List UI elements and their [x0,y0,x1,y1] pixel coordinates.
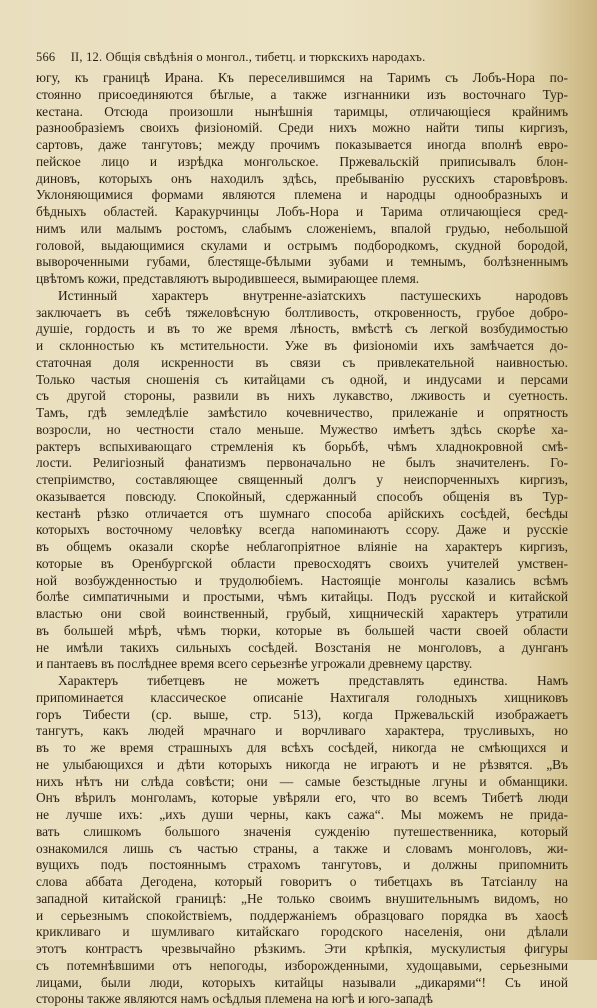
text-line: не имѣли такихъ сильныхъ сосѣдей. Возстанія не монголовъ, а дунганъ [36,639,568,655]
page-number: 566 [36,50,56,64]
text-line: вывороченными губами, блестяще-бѣлыми зубами и темнымъ, болѣзненнымъ [36,254,568,270]
text-line: Истинный характеръ внутренне-азіатскихъ пастушескихъ народовъ [58,287,568,303]
text-line: бѣдныхъ областей. Каракурчинцы Лобъ-Нора и Тарима отличающіеся сред- [36,204,568,219]
running-title: Общія свѣдѣнія о монгол., тибетц. и тюркскихъ народахъ. [105,50,426,64]
paragraph [36,70,568,288]
text-line: пейское лицо и изрѣдка монгольское. Пржевальскій приписывалъ блон- [36,153,568,169]
body-text [36,70,568,1008]
text-line: въ общемъ оказали скорѣе неблагопріятное вліяніе на характеръ киргизъ, [36,539,568,554]
text-line: вущихъ подъ постояннымъ страхомъ тангутовъ, и должны припомнить [36,857,568,873]
text-line: горъ Тибести (ср. выше, стр. 513), когда Пржевальскій изображаетъ [36,706,568,722]
text-line: слова аббата Дегодена, который говоритъ о тибетцахъ въ Татсіанлу на [36,874,568,889]
text-line: рактеръ вспыхивающаго стремленія къ борьбѣ, чѣмъ хладнокровной смѣ- [36,438,568,454]
text-line: Уклоняющимися формами являются племена и народцы однообразныхъ и [36,187,568,203]
text-line: не лучше ихъ: „ихъ души черны, какъ сажа“. Мы можемъ не прида- [36,807,568,822]
text-line: съ другой стороны, развили въ нихъ лукавство, лживость и суетность. [36,388,568,404]
text-line: крикливаго и шумливаго китайскаго городского населенія, они дѣлали [36,924,568,940]
text-line: властью они свой воинственный, грубый, хищническій характеръ утратили [36,606,568,621]
text-line: заключаетъ въ себѣ тяжеловѣсную болтливость, откровенность, грубое добро- [36,304,568,320]
paragraph [36,673,568,1008]
text-line: которыхъ восточному человѣку всегда напоминаютъ ссору. Даже и русскіе [36,522,568,538]
text-line: и пантаевъ въ послѣднее время всего серьезнѣе угрожали древнему царству. [36,656,473,672]
text-line: оказывается повсюду. Спокойный, сдержанный способъ общенія въ Тур- [36,488,568,504]
text-line: и склонностью къ мстительности. Уже въ физіономіи ихъ замѣчается до- [36,338,568,353]
text-line: вать слишкомъ большого значенія сужденію путешественника, который [36,823,568,839]
section-number: II, 12. [70,50,103,64]
text-line: нимъ или малымъ ростомъ, слабымъ сложеніемъ, впалой грудью, небольшой [36,220,568,236]
text-line: возросли, но честности стало меньше. Мужество имѣетъ здѣсь скорѣе ха- [36,421,568,437]
text-line: въ большей мѣрѣ, чѣмъ тюрки, которые въ большей части своей области [36,622,568,638]
text-line: припоминается классическое описаніе Нахтигаля голодныхъ хищниковъ [36,689,568,705]
text-line: Тамъ, гдѣ земледѣліе замѣстило кочевничество, прилежаніе и опрятность [36,405,568,420]
text-line: нихъ нѣтъ ни слѣда совѣсти; они — самые безстыдные лгуны и обманщики. [36,773,568,789]
text-line: сартовъ, даже тангутовъ; между прочимъ показывается иногда вполнѣ евро- [36,137,568,152]
text-line: Только частыя сношенія съ китайцами съ одной, и индусами и персами [36,371,568,387]
text-line: ной возбужденностью и трудолюбіемъ. Настоящіе монголы казались всѣмъ [36,572,568,588]
text-line: статочная доля искренности въ связи съ привлекательной наивностью. [36,354,568,370]
text-line: этотъ контрастъ чрезвычайно рѣзкимъ. Эти крѣпкія, мускулистыя фигуры [36,941,568,956]
text-line: тангутъ, какъ людей мрачнаго и ворчливаго характера, трусливыхъ, но [36,723,568,739]
text-line: стороны также являются намъ осѣдлыя племена на югѣ и юго-западѣ [36,991,433,1007]
text-line: съ потемнѣвшими отъ непогоды, изборожденными, худощавыми, серьезными [36,957,568,973]
paragraph [36,288,568,673]
text-line: западной китайской границѣ: „Не только своимъ внушительнымъ видомъ, но [36,890,568,906]
text-line: въ то же время страшныхъ для всѣхъ сосѣдей, никогда не смѣющихся и [36,740,568,755]
text-line: которые въ Оренбургской области превосходятъ своихъ учителей умствен- [36,555,568,571]
text-line: лости. Религіозный фанатизмъ первоначально не былъ значителенъ. Го- [36,455,568,471]
text-line: душіе, гордость и въ то же время лѣность, вмѣстѣ съ легкой возбудимостью [36,321,568,337]
text-line: разнообразіемъ своихъ физіономій. Среди нихъ можно найти типы киргизъ, [36,120,568,136]
text-line: ознакомился лишь съ частью страны, а также и словамъ монголовъ, жи- [36,840,568,856]
text-line: Характеръ тибетцевъ не можетъ представлять единства. Намъ [58,673,568,688]
running-header [36,50,576,65]
text-line: лицами, были люди, которыхъ китайцы называли „дикарями“! Съ иной [36,974,568,990]
text-line: стоянно присоединяются бѣглые, а также изгнанники изъ восточнаго Тур- [36,86,568,102]
text-line: цвѣтомъ кожи, представляютъ выродившееся, вымирающее племя. [36,271,420,286]
text-line: и серьезнымъ спокойствіемъ, поддержаніемъ образцоваго порядка въ хаосѣ [36,907,568,923]
text-line: югу, къ границѣ Ирана. Къ переселившимся на Таримъ съ Лобъ-Нора по- [36,70,568,85]
text-line: кестанѣ рѣзко отличается отъ шумнаго способа арійскихъ сосѣдей, бесѣды [36,505,568,521]
text-line: Онъ вѣрилъ монголамъ, которые увѣряли его, что во всемъ Тибетѣ люди [36,790,568,806]
text-line: болѣе симпатичными и простыми, чѣмъ китайцы. Подъ русской и китайской [36,589,568,605]
text-line: степріимство, составляющее священный долгъ у неиспорченныхъ киргизъ, [36,472,568,487]
text-line: головой, выдающимися скулами и острымъ подбородкомъ, скудной бородой, [36,237,568,253]
text-line: кестана. Отсюда произошли нынѣшнія таримцы, отличающіеся крайнимъ [36,103,568,119]
text-line: диновъ, которыхъ онъ находилъ здѣсь, пребыванію русскихъ старовѣровъ. [36,170,568,186]
text-line: не улыбающихся и дѣти которыхъ никогда не играютъ и не рѣзвятся. „Въ [36,756,568,772]
